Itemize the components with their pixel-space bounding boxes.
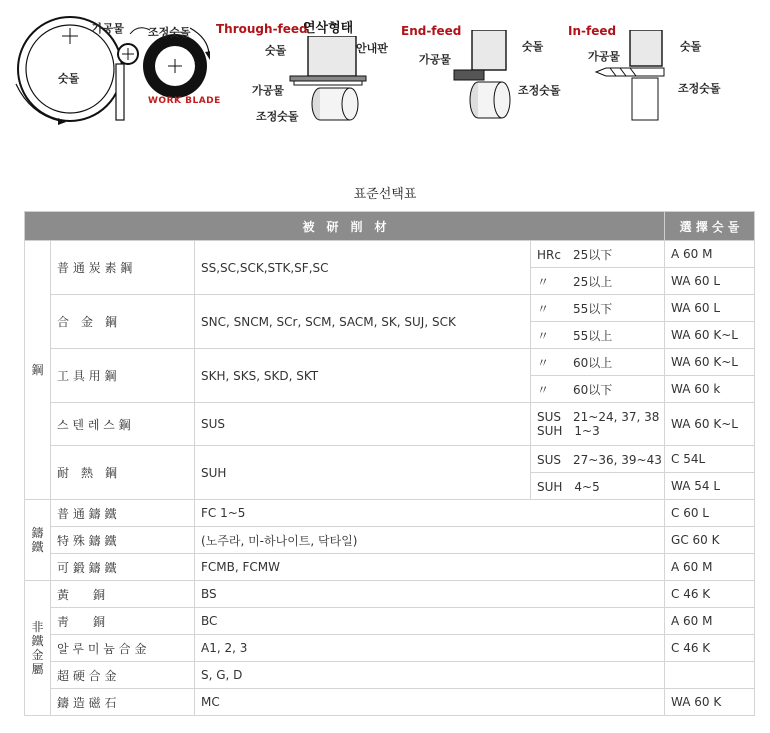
- material-name: 可 鍛 鑄 鐵: [51, 554, 195, 581]
- group-nonferrous: 非鐵金屬: [25, 581, 51, 716]
- condition-line-1: SUS 21~24, 37, 38: [537, 410, 660, 424]
- if-label-workpiece: 가공물: [588, 50, 620, 63]
- condition: SUS 27~36, 39~43: [531, 446, 665, 473]
- standard-selection-table: [24, 211, 755, 716]
- group-steel: 鋼: [25, 241, 51, 500]
- header-wheel: 選 擇 숫 돌: [665, 212, 755, 241]
- tf-label-wheel: 숫돌: [265, 44, 287, 57]
- condition: 〃 25以上: [531, 268, 665, 295]
- material-spec: SS,SC,SCK,STK,SF,SC: [195, 241, 531, 295]
- condition: 〃 55以下: [531, 295, 665, 322]
- material-name: 特 殊 鑄 鐵: [51, 527, 195, 554]
- condition: [531, 403, 665, 446]
- table-row: [25, 295, 755, 322]
- material-name: 鑄 造 磁 石: [51, 689, 195, 716]
- ef-label-wheel: 숫돌: [522, 40, 544, 53]
- wheel-spec: WA 60 K: [665, 689, 755, 716]
- table-row: [25, 527, 755, 554]
- condition: 〃 60以下: [531, 376, 665, 403]
- table-row: [25, 446, 755, 473]
- end-feed-diagram: [452, 30, 516, 122]
- wheel-spec: A 60 M: [665, 554, 755, 581]
- wheel-spec: WA 54 L: [665, 473, 755, 500]
- label-wheel: 숫돌: [58, 72, 80, 85]
- material-spec: SNC, SNCM, SCr, SCM, SACM, SK, SUJ, SCK: [195, 295, 531, 349]
- if-label-wheel: 숫돌: [680, 40, 702, 53]
- end-feed-title: End-feed: [401, 24, 462, 38]
- wheel-spec: WA 60 L: [665, 268, 755, 295]
- condition: 〃 60以上: [531, 349, 665, 376]
- condition: SUH 4~5: [531, 473, 665, 500]
- wheel-spec: C 60 L: [665, 500, 755, 527]
- material-spec: S, G, D: [195, 662, 665, 689]
- wheel-spec: A 60 M: [665, 608, 755, 635]
- material-spec: SKH, SKS, SKD, SKT: [195, 349, 531, 403]
- table-row: [25, 635, 755, 662]
- header-material: 被 研 削 材: [25, 212, 665, 241]
- material-spec: SUS: [195, 403, 531, 446]
- material-name: 合 金 鋼: [51, 295, 195, 349]
- wheel-spec: WA 60 K~L: [665, 403, 755, 446]
- material-name: 工 具 用 鋼: [51, 349, 195, 403]
- wheel-spec: GC 60 K: [665, 527, 755, 554]
- table-row: [25, 349, 755, 376]
- material-name: 普 通 鑄 鐵: [51, 500, 195, 527]
- grinding-type-title: 연삭형태: [303, 21, 354, 36]
- grinding-diagrams: [0, 0, 770, 160]
- label-regulating-wheel: 조정숫돌: [148, 26, 191, 39]
- material-spec: BS: [195, 581, 665, 608]
- condition-line-2: SUH 1~3: [537, 424, 600, 438]
- material-spec: SUH: [195, 446, 531, 500]
- table-row: [25, 608, 755, 635]
- material-name: 靑 銅: [51, 608, 195, 635]
- wheel-spec: WA 60 L: [665, 295, 755, 322]
- in-feed-title: In-feed: [568, 24, 617, 38]
- material-spec: MC: [195, 689, 665, 716]
- wheel-spec: WA 60 K~L: [665, 322, 755, 349]
- tf-label-workpiece: 가공물: [252, 84, 284, 97]
- table-row: [25, 241, 755, 268]
- material-name: 알 루 미 늄 合 金: [51, 635, 195, 662]
- material-spec: (노주라, 미-하나이트, 닥타일): [195, 527, 665, 554]
- if-label-regulating-wheel: 조정숫돌: [678, 82, 721, 95]
- material-spec: BC: [195, 608, 665, 635]
- tf-label-guide-plate: 안내판: [356, 42, 388, 55]
- table-row: [25, 581, 755, 608]
- table-row: [25, 689, 755, 716]
- table-row: [25, 554, 755, 581]
- group-cast-iron: 鑄鐵: [25, 500, 51, 581]
- table-header-row: [25, 212, 755, 241]
- material-name: 黃 銅: [51, 581, 195, 608]
- condition: HRc 25以下: [531, 241, 665, 268]
- table-row: [25, 500, 755, 527]
- material-name: 耐 熱 鋼: [51, 446, 195, 500]
- work-blade-shape: [116, 64, 124, 120]
- through-feed-title: Through-feed: [216, 22, 308, 36]
- material-spec: FCMB, FCMW: [195, 554, 665, 581]
- material-name: 超 硬 合 金: [51, 662, 195, 689]
- table-row: [25, 662, 755, 689]
- wheel-spec: WA 60 K~L: [665, 349, 755, 376]
- table-row: [25, 403, 755, 446]
- material-name: 普 通 炭 素 鋼: [51, 241, 195, 295]
- wheel-spec: WA 60 k: [665, 376, 755, 403]
- label-work-blade: WORK BLADE: [148, 96, 221, 106]
- table-title: 표준선택표: [353, 187, 417, 202]
- ef-label-workpiece: 가공물: [419, 53, 451, 66]
- wheel-spec: A 60 M: [665, 241, 755, 268]
- tf-label-regulating-wheel: 조정숫돌: [256, 110, 299, 123]
- condition: 〃 55以上: [531, 322, 665, 349]
- wheel-spec: C 46 K: [665, 635, 755, 662]
- in-feed-diagram: [594, 30, 674, 122]
- material-spec: FC 1~5: [195, 500, 665, 527]
- material-name: 스 텐 레 스 鋼: [51, 403, 195, 446]
- label-workpiece: 가공물: [92, 22, 124, 35]
- wheel-spec: C 54L: [665, 446, 755, 473]
- wheel-spec: C 46 K: [665, 581, 755, 608]
- material-spec: A1, 2, 3: [195, 635, 665, 662]
- ef-label-regulating-wheel: 조정숫돌: [518, 84, 561, 97]
- wheel-spec: [665, 662, 755, 689]
